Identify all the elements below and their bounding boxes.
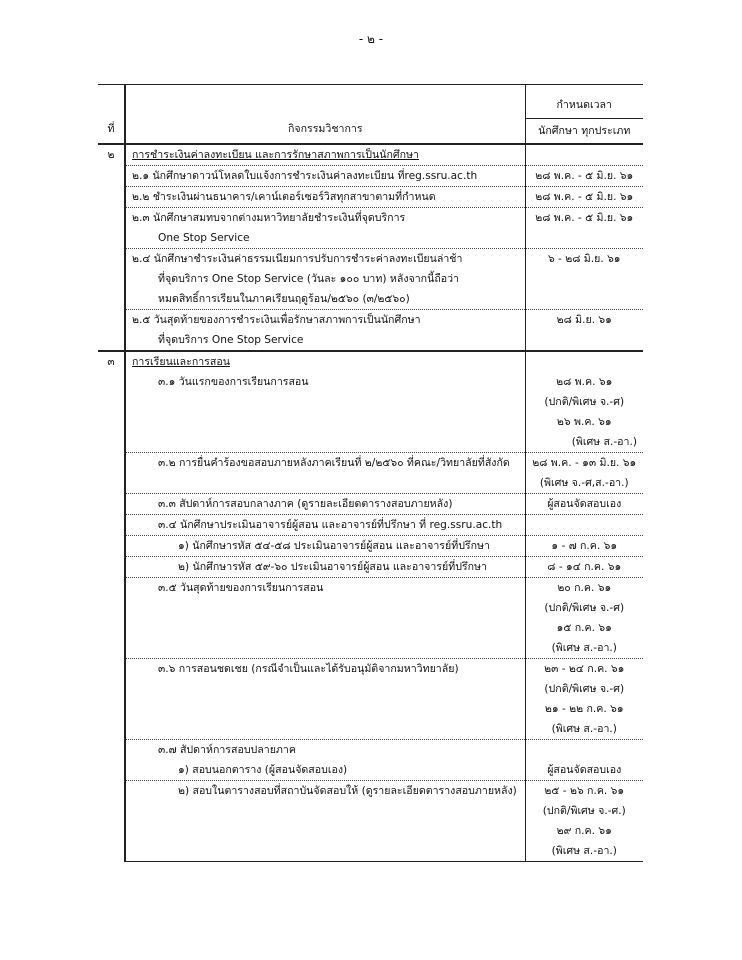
activity-3-7-2: ๒) สอบในตารางสอบที่สถาบันจัดสอบให้ (ดูรายละเอียดตารางสอบภายหลัง)	[178, 785, 517, 797]
date-3-5-a: ๒๐ ก.ค. ๖๑	[557, 582, 612, 594]
header-schedule-title: กำหนดเวลา	[526, 92, 644, 119]
date-3-6-b: (ปกติ/พิเศษ จ.-ศ)	[544, 683, 625, 695]
date-3-3: ผู้สอนจัดสอบเอง	[547, 498, 622, 510]
table-row	[98, 249, 643, 310]
activity-2-5-cont: ที่จุดบริการ One Stop Service	[158, 334, 304, 346]
table-row	[98, 557, 643, 578]
date-3-6-c: ๒๑ - ๒๒ ก.ค. ๖๑	[544, 703, 624, 715]
section-3-title-row	[98, 351, 643, 372]
date-3-2-a: ๒๘ พ.ค. - ๑๓ มิ.ย. ๖๑	[532, 457, 637, 469]
section-2-number: ๒	[98, 144, 125, 351]
table-row	[98, 659, 643, 740]
date-2-5: ๒๘ มิ.ย. ๖๑	[556, 314, 612, 326]
activity-2-3-cont: One Stop Service	[158, 232, 250, 244]
section-3-title: การเรียนและการสอน	[132, 356, 230, 368]
date-2-2: ๒๘ พ.ค. - ๕ มิ.ย. ๖๑	[535, 191, 634, 203]
date-3-7-2-c: ๒๙ ก.ค. ๖๑	[556, 825, 612, 837]
date-3-6-a: ๒๓ - ๒๔ ก.ค. ๖๑	[544, 663, 625, 675]
date-3-7-2-b: (ปกติ/พิเศษ จ.-ศ.)	[542, 805, 626, 817]
activity-3-7-1: ๑) สอบนอกตาราง (ผู้สอนจัดสอบเอง)	[178, 764, 348, 776]
table-row	[98, 578, 643, 659]
activity-2-4-cont: ที่จุดบริการ One Stop Service (วันละ ๑๐๐ บาท) หลังจากนี้ถือว่า	[158, 273, 460, 285]
section-3-number: ๓	[98, 351, 125, 862]
activity-3-1: ๓.๑ วันแรกของการเรียนการสอน	[158, 376, 309, 388]
activity-2-2: ๒.๒ ชำระเงินผ่านธนาคาร/เคาน์เตอร์เซอร์วิสทุกสาขาตามที่กำหนด	[132, 191, 436, 203]
header-activity: กิจกรรมวิชาการ	[125, 85, 525, 145]
table-row	[98, 781, 643, 862]
date-3-1-d: (พิเศษ ส.-อา.)	[571, 436, 637, 448]
table-row	[98, 453, 643, 494]
page-number: - ๒ -	[358, 32, 384, 46]
table-row	[98, 372, 643, 453]
date-3-5-b: (ปกติ/พิเศษ จ.-ศ)	[544, 602, 625, 614]
header-schedule	[525, 85, 643, 145]
academic-calendar-table	[98, 84, 643, 862]
activity-3-5: ๓.๕ วันสุดท้ายของการเรียนการสอน	[158, 582, 324, 594]
date-3-1-c: ๒๖ พ.ค. ๖๑	[556, 416, 612, 428]
date-3-5-d: (พิเศษ ส.-อา.)	[551, 642, 617, 654]
activity-2-3: ๒.๓ นักศึกษาสมทบจากต่างมหาวิทยาลัยชำระเงินที่จุดบริการ	[132, 212, 406, 224]
activity-2-4: ๒.๔ นักศึกษาชำระเงินค่าธรรมเนียมการปรับการชำระค่าลงทะเบียนล่าช้า	[132, 253, 463, 265]
activity-3-2: ๓.๒ การยื่นคำร้องขอสอบภายหลังภาคเรียนที่ ๒/๒๕๖๐ ที่คณะ/วิทยาลัยที่สังกัด	[158, 457, 510, 469]
section-2-title-row	[98, 144, 643, 166]
activity-3-3: ๓.๓ สัปดาห์การสอบกลางภาค (ดูรายละเอียดตารางสอบภายหลัง)	[158, 498, 453, 510]
activity-2-1: ๒.๑ นักศึกษาดาวน์โหลดใบแจ้งการชำระเงินค่าลงทะเบียน ที่reg.ssru.ac.th	[132, 170, 478, 182]
date-2-3: ๒๘ พ.ค. - ๕ มิ.ย. ๖๑	[535, 212, 634, 224]
section-2-title: การชำระเงินค่าลงทะเบียน และการรักษาสภาพการเป็นนักศึกษา	[132, 149, 419, 161]
table-row	[98, 740, 643, 781]
header-no: ที่	[98, 85, 125, 145]
table-header-row	[98, 85, 643, 145]
date-3-7-1: ผู้สอนจัดสอบเอง	[547, 764, 622, 776]
date-3-4-1: ๑ - ๗ ก.ค. ๖๑	[551, 540, 618, 552]
table-row	[98, 166, 643, 187]
activity-3-6: ๓.๖ การสอนชดเชย (กรณีจำเป็นและได้รับอนุมัติจากมหาวิทยาลัย)	[158, 663, 459, 675]
date-3-1-a: ๒๘ พ.ค. ๖๑	[556, 376, 613, 388]
table-row	[98, 208, 643, 249]
activity-3-7: ๓.๗ สัปดาห์การสอบปลายภาค	[158, 744, 296, 756]
date-3-1-b: (ปกติ/พิเศษ จ.-ศ)	[544, 396, 625, 408]
date-3-4-2: ๘ - ๑๔ ก.ค. ๖๑	[547, 561, 622, 573]
table-row	[98, 187, 643, 208]
table-row	[98, 494, 643, 515]
table-row	[98, 515, 643, 536]
date-3-7-2-d: (พิเศษ ส.-อา.)	[551, 845, 617, 857]
table-row	[98, 310, 643, 352]
table-row	[98, 536, 643, 557]
date-3-5-c: ๑๕ ก.ค. ๖๑	[556, 622, 612, 634]
activity-2-4-cont2: หมดสิทธิ์การเรียนในภาคเรียนฤดูร้อน/๒๕๖๐ (๓/๒๕๖๐)	[158, 293, 410, 305]
date-3-7-2-a: ๒๕ - ๒๖ ก.ค. ๖๑	[544, 785, 625, 797]
activity-3-4-2: ๒) นักศึกษารหัส ๕๙-๖๐ ประเมินอาจารย์ผู้สอน และอาจารย์ที่ปรึกษา	[178, 561, 487, 573]
header-schedule-subtitle: นักศึกษา ทุกประเภท	[538, 125, 631, 137]
activity-2-5: ๒.๕ วันสุดท้ายของการชำระเงินเพื่อรักษาสภาพการเป็นนักศึกษา	[132, 314, 421, 326]
date-2-1: ๒๘ พ.ค. - ๕ มิ.ย. ๖๑	[535, 170, 634, 182]
activity-3-4-1: ๑) นักศึกษารหัส ๕๔-๕๘ ประเมินอาจารย์ผู้สอน และอาจารย์ที่ปรึกษา	[178, 540, 490, 552]
activity-3-4: ๓.๔ นักศึกษาประเมินอาจารย์ผู้สอน และอาจารย์ที่ปรึกษา ที่ reg.ssru.ac.th	[158, 519, 503, 531]
date-3-6-d: (พิเศษ ส.-อา.)	[551, 723, 617, 735]
date-2-4: ๖ - ๒๘ มิ.ย. ๖๑	[547, 253, 621, 265]
date-3-2-b: (พิเศษ จ.-ศ,ส.-อา.)	[539, 477, 629, 489]
